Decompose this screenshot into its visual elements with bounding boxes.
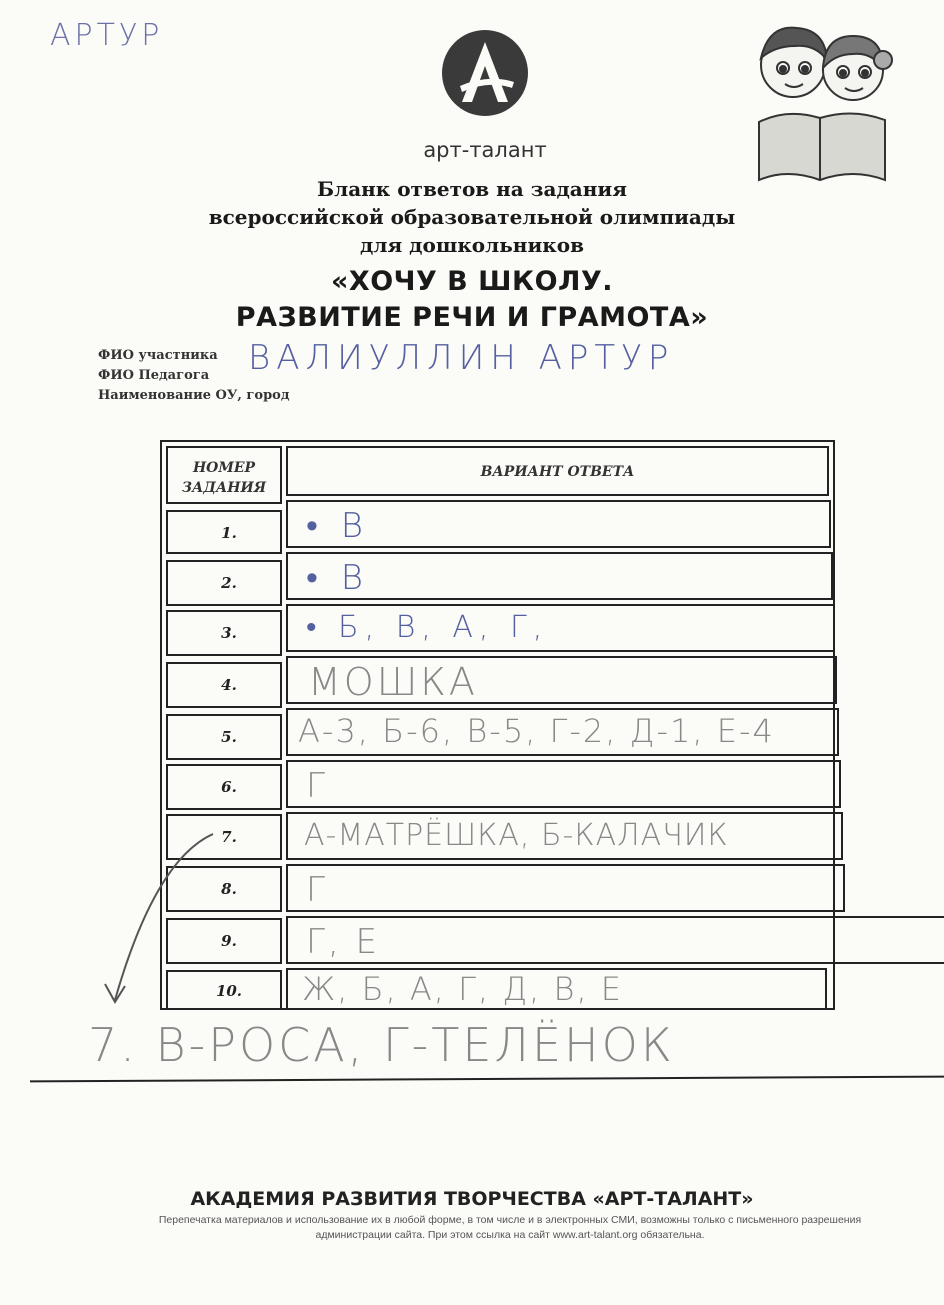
form-title-line-3: для дошкольников	[360, 233, 584, 257]
form-title-line-1: Бланк ответов на задания	[317, 177, 627, 201]
arrow-icon	[95, 820, 225, 1020]
participant-name-field[interactable]: ВАЛИУЛЛИН АРТУР	[248, 338, 675, 378]
answer-text: • В	[306, 558, 369, 598]
header-answer-label: ВАРИАНТ ОТВЕТА	[480, 464, 635, 480]
answer-text: Г, Е	[306, 922, 381, 962]
answer-text: • В	[306, 506, 369, 546]
task-7-correction-note: 7. В-РОСА, Г-ТЕЛЁНОК	[88, 1018, 675, 1072]
task-number: 8.	[221, 880, 237, 898]
task-number: 9.	[221, 932, 237, 950]
answer-cell[interactable]	[286, 552, 833, 600]
task-number-cell	[166, 560, 282, 606]
footer-copyright-text: Перепечатка материалов и использование их в любой форме, в том числе и в электронных СМИ, возможны только с письменного разрешения администрации сайта. При этом ссылка на сайт www.art-talant.org обязательна.	[158, 1214, 862, 1241]
header-number-line-1: НОМЕР	[192, 460, 256, 476]
answer-cell[interactable]	[286, 812, 843, 860]
task-number: 1.	[221, 524, 237, 542]
answer-cell[interactable]	[286, 500, 831, 548]
answer-cell[interactable]	[286, 604, 835, 652]
task-number-cell	[166, 714, 282, 760]
answer-table	[160, 440, 835, 1010]
task-number: 7.	[221, 828, 237, 846]
brand-name: арт-талант	[423, 138, 547, 162]
corner-handwritten-name: АРТУР	[50, 18, 164, 53]
form-title-line-2: всероссийской образовательной олимпиады	[208, 205, 736, 229]
task-number: 10.	[215, 982, 243, 1000]
header-number-line-2: ЗАДАНИЯ	[181, 480, 267, 496]
header-number-cell	[166, 446, 282, 504]
answer-text: Ж, Б, А, Г, Д, В, Е	[302, 970, 624, 1008]
answer-cell[interactable]	[286, 760, 841, 808]
art-talant-logo-icon	[440, 28, 530, 118]
answer-cell[interactable]	[286, 864, 845, 912]
answer-cell[interactable]	[286, 708, 839, 756]
task-number-cell	[166, 610, 282, 656]
children-reading-book-icon	[745, 10, 895, 185]
task-number: 3.	[221, 624, 237, 642]
answer-text: МОШКА	[308, 660, 478, 704]
handwritten-rule-line	[30, 1076, 944, 1083]
olympiad-title-line-2: РАЗВИТИЕ РЕЧИ И ГРАМОТА»	[235, 302, 709, 333]
answer-text: А-3, Б-6, В-5, Г-2, Д-1, Е-4	[298, 712, 775, 750]
olympiad-title-line-1: «ХОЧУ В ШКОЛУ.	[330, 266, 614, 297]
task-number: 5.	[221, 728, 237, 746]
answer-cell[interactable]	[286, 916, 944, 964]
answer-text: Г	[306, 870, 328, 910]
school-label: Наименование ОУ, город	[98, 388, 290, 403]
header-answer-cell	[286, 446, 829, 496]
task-number: 6.	[221, 778, 237, 796]
task-number-cell	[166, 764, 282, 810]
answer-cell[interactable]	[286, 968, 827, 1010]
task-number-cell	[166, 662, 282, 708]
task-number: 2.	[221, 574, 237, 592]
task-number: 4.	[221, 676, 237, 694]
participant-label: ФИО участника	[98, 348, 218, 363]
footer-title: АКАДЕМИЯ РАЗВИТИЯ ТВОРЧЕСТВА «АРТ-ТАЛАНТ»	[190, 1188, 754, 1210]
answer-text: А-МАТРЁШКА, Б-КАЛАЧИК	[304, 818, 729, 853]
task-number-cell	[166, 510, 282, 554]
teacher-label: ФИО Педагога	[98, 368, 210, 383]
answer-text: • Б, В, А, Г,	[306, 610, 549, 645]
answer-text: Г	[306, 766, 328, 806]
answer-cell[interactable]	[286, 656, 837, 704]
